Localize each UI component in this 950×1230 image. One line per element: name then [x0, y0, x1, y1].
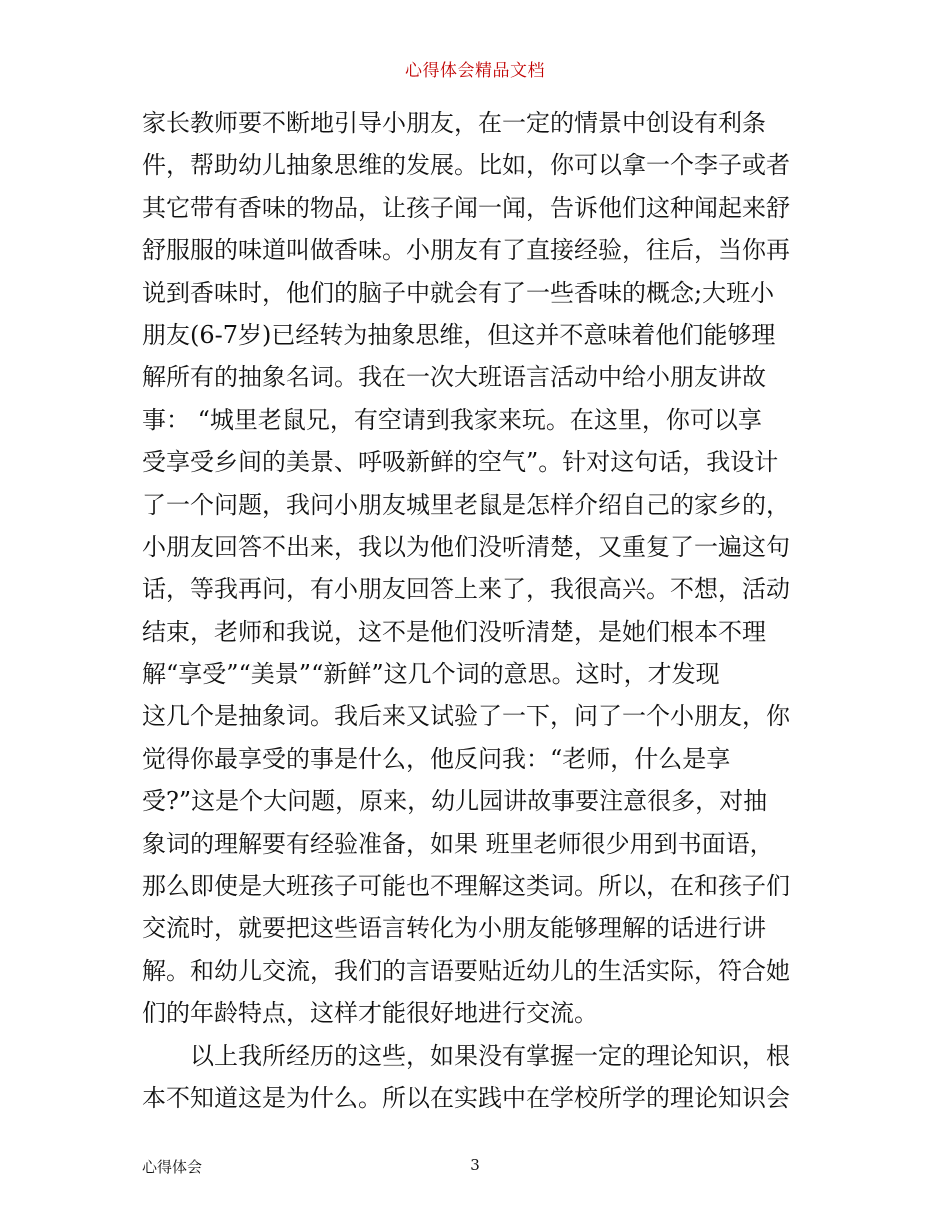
text-line-18: 象词的理解要有经验准备，如果 班里老师很少用到书面语，: [142, 829, 774, 858]
footer-label: 心得体会: [142, 1158, 203, 1176]
text-line-5: 说到香味时，他们的脑子中就会有了一些香味的概念;大班小: [142, 278, 775, 307]
page-number: 3: [470, 1156, 480, 1174]
text-line-11: 小朋友回答不出来，我以为他们没听清楚，又重复了一遍这句: [142, 532, 790, 561]
text-line-13: 结束，老师和我说，这不是他们没听清楚，是她们根本不理: [142, 617, 766, 646]
text-line-19: 那么即使是大班孩子可能也不理解这类词。所以，在和孩子们: [142, 872, 790, 901]
text-line-14: 解“享受”“美景”“新鲜”这几个词的意思。这时，才发现: [142, 660, 720, 689]
text-line-24: 本不知道这是为什么。所以在实践中在学校所学的理论知识会: [142, 1083, 790, 1112]
text-line-6: 朋友(6-7岁)已经转为抽象思维，但这并不意味着他们能够理: [142, 320, 776, 349]
text-line-2: 件，帮助幼儿抽象思维的发展。比如，你可以拿一个李子或者: [142, 151, 790, 180]
text-line-23-paragraph-start: 以上我所经历的这些，如果没有掌握一定的理论知识，根: [190, 1041, 790, 1070]
text-line-21: 解。和幼儿交流，我们的言语要贴近幼儿的生活实际，符合她: [142, 956, 790, 985]
text-line-8: 事： “城里老鼠兄，有空请到我家来玩。在这里，你可以享: [142, 405, 762, 434]
page-header-title: 心得体会精品文档: [405, 61, 545, 81]
text-line-3: 其它带有香味的物品，让孩子闻一闻，告诉他们这种闻起来舒: [142, 193, 790, 222]
text-line-1: 家长教师要不断地引导小朋友，在一定的情景中创设有利条: [142, 109, 766, 137]
text-line-7: 解所有的抽象名词。我在一次大班语言活动中给小朋友讲故: [142, 363, 766, 392]
text-line-20: 交流时，就要把这些语言转化为小朋友能够理解的话进行讲: [142, 914, 766, 943]
document-body: [142, 102, 814, 1119]
text-line-12: 话，等我再问，有小朋友回答上来了，我很高兴。不想，活动: [142, 575, 790, 604]
text-line-10: 了一个问题，我问小朋友城里老鼠是怎样介绍自己的家乡的，: [142, 490, 790, 519]
text-line-15: 这几个是抽象词。我后来又试验了一下，问了一个小朋友，你: [142, 702, 790, 731]
text-line-22: 们的年龄特点，这样才能很好地进行交流。: [142, 999, 598, 1028]
text-line-9: 受享受乡间的美景、呼吸新鲜的空气”。针对这句话，我设计: [142, 448, 779, 477]
text-line-16: 觉得你最享受的事是什么，他反问我：“老师，什么是享: [142, 744, 731, 773]
text-line-17: 受?”这是个大问题，原来，幼儿园讲故事要注意很多，对抽: [142, 787, 768, 816]
text-line-4: 舒服服的味道叫做香味。小朋友有了直接经验，往后，当你再: [142, 236, 790, 265]
